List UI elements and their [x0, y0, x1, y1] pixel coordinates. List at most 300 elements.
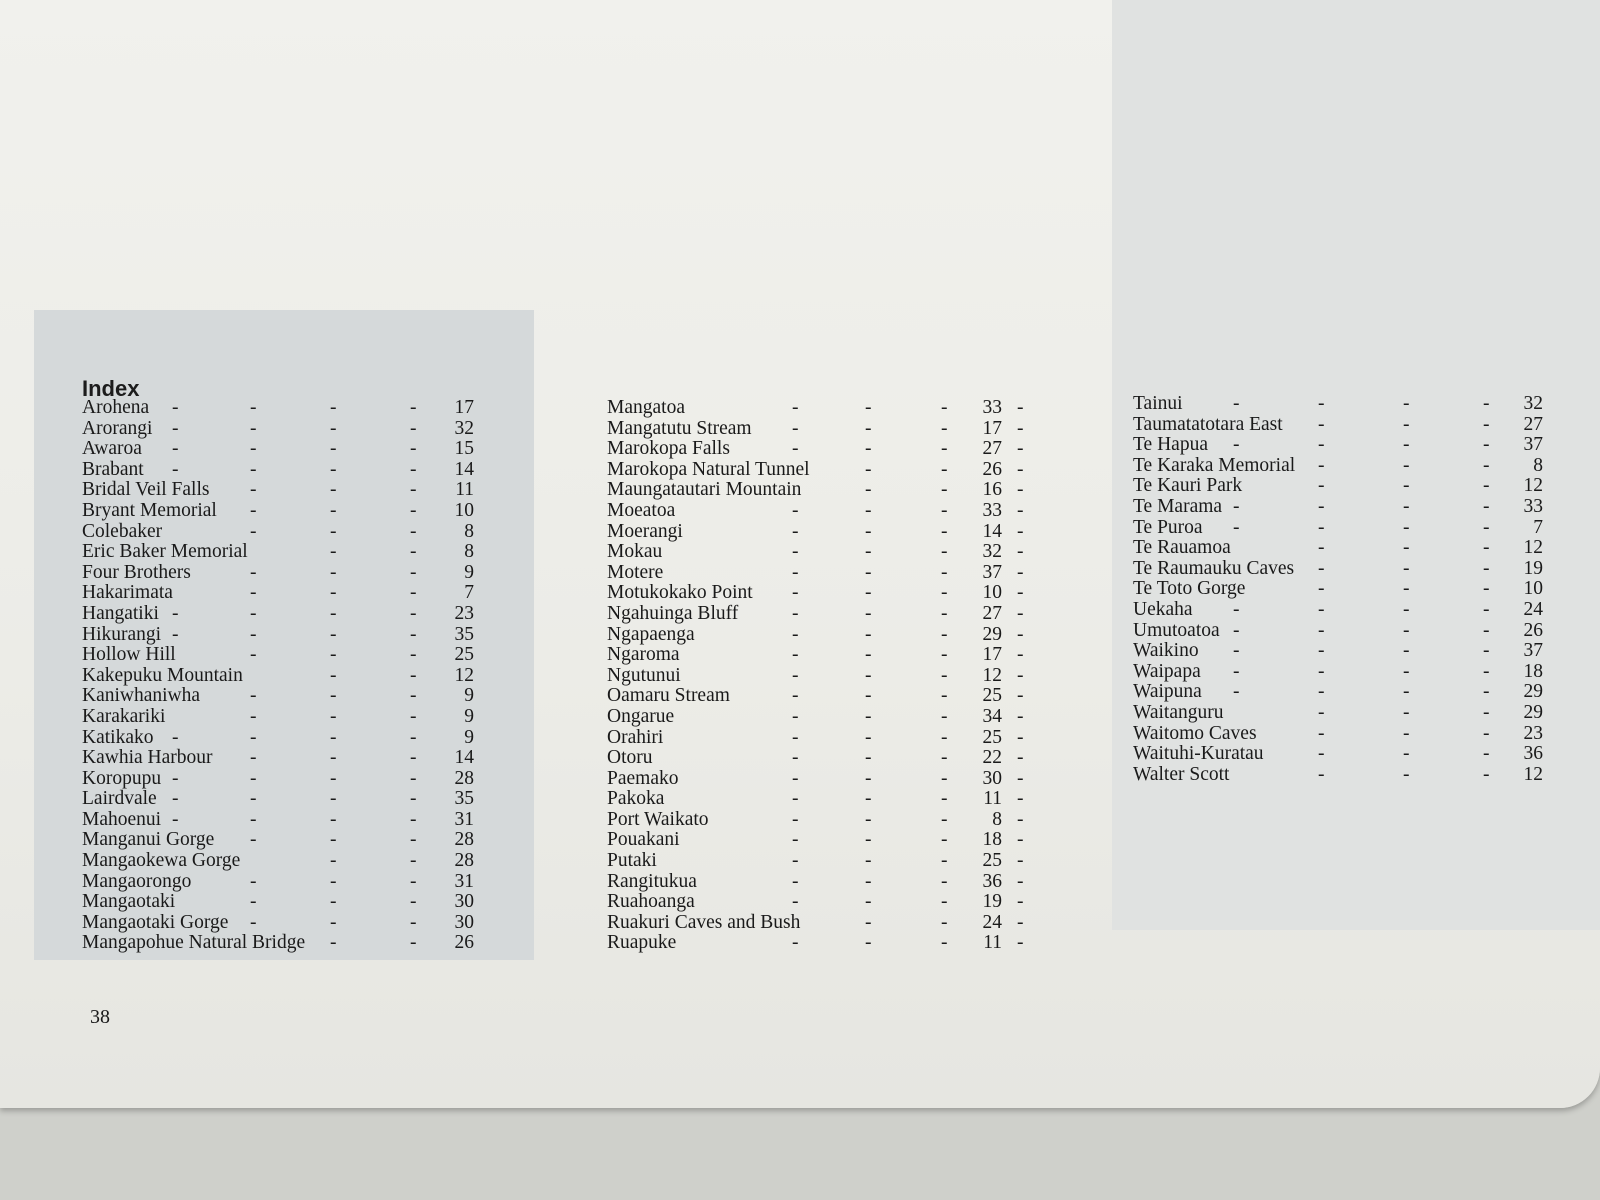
leader-dash: - [250, 808, 257, 830]
leader-dash: - [865, 911, 872, 933]
leader-dash: - [792, 520, 799, 542]
leader-dash: - [1483, 640, 1490, 662]
leader-dash: - [792, 747, 799, 769]
leader-dash: - [1403, 475, 1410, 497]
index-entry-name: Four Brothers [82, 561, 191, 583]
leader-dash: - [1017, 623, 1024, 645]
index-entry-page: 22 [982, 747, 1002, 769]
leader-dash: - [172, 726, 179, 748]
leader-dash: - [250, 623, 257, 645]
index-column-3 [1133, 394, 1553, 785]
index-entry [82, 666, 484, 687]
leader-dash: - [1017, 911, 1024, 933]
index-entry [82, 913, 484, 934]
leader-dash: - [250, 417, 257, 439]
index-entry [82, 872, 484, 893]
index-entry-page: 9 [464, 685, 474, 707]
index-entry-name: Pouakani [607, 829, 680, 851]
leader-dash: - [1318, 640, 1325, 662]
leader-dash: - [410, 438, 417, 460]
leader-dash: - [172, 767, 179, 789]
index-entry-name: Mangaokewa Gorge [82, 850, 241, 872]
leader-dash: - [1483, 516, 1490, 538]
index-entry-name: Moerangi [607, 520, 683, 542]
leader-dash: - [1017, 932, 1024, 954]
index-entry-page: 14 [454, 747, 474, 769]
leader-dash: - [250, 644, 257, 666]
index-entry-page: 30 [454, 911, 474, 933]
leader-dash: - [410, 850, 417, 872]
index-entry [1133, 682, 1553, 703]
leader-dash: - [941, 541, 948, 563]
index-entry-name: Karakariki [82, 705, 166, 727]
leader-dash: - [1318, 475, 1325, 497]
index-entry [1133, 518, 1553, 539]
leader-dash: - [1483, 763, 1490, 785]
index-entry [607, 602, 1024, 625]
index-entry-page: 7 [464, 582, 474, 604]
index-entry-name: Ngahuinga Bluff [607, 602, 739, 624]
index-entry [607, 705, 1024, 728]
leader-dash: - [410, 520, 417, 542]
leader-dash: - [250, 438, 257, 460]
index-entry [82, 810, 484, 831]
leader-dash: - [172, 788, 179, 810]
leader-dash: - [330, 705, 337, 727]
leader-dash: - [941, 397, 948, 418]
leader-dash: - [410, 911, 417, 933]
leader-dash: - [330, 726, 337, 748]
index-entry [607, 438, 1024, 460]
index-entry [82, 460, 484, 481]
leader-dash: - [330, 623, 337, 645]
leader-dash: - [330, 747, 337, 769]
leader-dash: - [1403, 722, 1410, 744]
index-entry-name: Rangitukua [607, 870, 697, 892]
index-entry [607, 726, 1024, 749]
index-entry-page: 29 [1523, 681, 1543, 703]
leader-dash: - [250, 520, 257, 542]
index-entry [607, 582, 1024, 604]
leader-dash: - [1233, 598, 1240, 620]
leader-dash: - [1318, 413, 1325, 435]
index-entry [82, 728, 484, 749]
leader-dash: - [330, 541, 337, 563]
leader-dash: - [410, 870, 417, 892]
index-entry-name: Waipapa [1133, 660, 1201, 682]
index-entry-name: Koropupu [82, 767, 162, 789]
index-entry-page: 19 [1523, 557, 1543, 579]
leader-dash: - [1318, 393, 1325, 414]
index-entry-page: 15 [454, 438, 474, 460]
leader-dash: - [330, 520, 337, 542]
leader-dash: - [330, 850, 337, 872]
leader-dash: - [250, 747, 257, 769]
index-entry-name: Ruapuke [607, 932, 677, 954]
leader-dash: - [250, 870, 257, 892]
leader-dash: - [941, 705, 948, 727]
leader-dash: - [330, 829, 337, 851]
leader-dash: - [865, 417, 872, 439]
leader-dash: - [330, 808, 337, 830]
leader-dash: - [1017, 747, 1024, 769]
index-entry [607, 891, 1024, 913]
index-entry [607, 850, 1024, 872]
index-entry [1133, 559, 1553, 580]
index-entry-page: 23 [1523, 722, 1543, 744]
leader-dash: - [1318, 557, 1325, 579]
index-entry-page: 27 [982, 602, 1002, 624]
index-entry-name: Ruakuri Caves and Bush [607, 911, 801, 933]
leader-dash: - [865, 499, 872, 521]
index-entry-page: 9 [464, 561, 474, 583]
leader-dash: - [1403, 454, 1410, 476]
index-entry-page: 14 [454, 458, 474, 480]
index-entry [82, 933, 484, 954]
index-entry-name: Port Waikato [607, 808, 709, 830]
leader-dash: - [1233, 434, 1240, 456]
leader-dash: - [1233, 640, 1240, 662]
leader-dash: - [1233, 660, 1240, 682]
leader-dash: - [1403, 413, 1410, 435]
index-entry [607, 788, 1024, 810]
index-entry-name: Kawhia Harbour [82, 747, 213, 769]
index-entry-name: Taumatatotara East [1133, 413, 1283, 435]
leader-dash: - [941, 644, 948, 666]
index-entry-name: Mangaorongo [82, 870, 192, 892]
index-entry-page: 31 [454, 870, 474, 892]
index-entry-name: Paemako [607, 767, 679, 789]
leader-dash: - [941, 829, 948, 851]
leader-dash: - [1233, 516, 1240, 538]
index-entry [1133, 394, 1553, 415]
leader-dash: - [410, 499, 417, 521]
leader-dash: - [1318, 701, 1325, 723]
leader-dash: - [1318, 722, 1325, 744]
leader-dash: - [330, 891, 337, 913]
leader-dash: - [941, 664, 948, 686]
leader-dash: - [1483, 578, 1490, 600]
index-entry [607, 417, 1024, 440]
leader-dash: - [250, 582, 257, 604]
index-entry [607, 808, 1024, 831]
leader-dash: - [865, 582, 872, 604]
leader-dash: - [1403, 640, 1410, 662]
index-entry-page: 11 [983, 788, 1002, 810]
index-entry-page: 29 [1523, 701, 1543, 723]
leader-dash: - [1403, 681, 1410, 703]
leader-dash: - [865, 438, 872, 460]
leader-dash: - [865, 891, 872, 913]
index-entry [82, 892, 484, 913]
index-entry-page: 24 [982, 911, 1002, 933]
leader-dash: - [330, 664, 337, 686]
leader-dash: - [865, 479, 872, 501]
index-entry-page: 25 [982, 685, 1002, 707]
index-entry [82, 439, 484, 460]
leader-dash: - [865, 808, 872, 830]
index-entry-name: Uekaha [1133, 598, 1193, 620]
leader-dash: - [792, 397, 799, 418]
index-entry [82, 789, 484, 810]
leader-dash: - [941, 685, 948, 707]
leader-dash: - [410, 623, 417, 645]
leader-dash: - [1318, 434, 1325, 456]
leader-dash: - [330, 870, 337, 892]
leader-dash: - [941, 788, 948, 810]
index-entry [1133, 765, 1553, 786]
leader-dash: - [172, 417, 179, 439]
index-entry [607, 499, 1024, 522]
leader-dash: - [250, 705, 257, 727]
index-entry-name: Waitomo Caves [1133, 722, 1257, 744]
leader-dash: - [792, 499, 799, 521]
index-entry-page: 12 [454, 664, 474, 686]
index-entry-name: Maungatautari Mountain [607, 479, 802, 501]
index-entry [82, 563, 484, 584]
index-entry-page: 8 [992, 808, 1002, 830]
index-entry [607, 932, 1024, 954]
index-entry-page: 12 [1523, 475, 1543, 497]
index-entry-page: 32 [1523, 393, 1543, 414]
leader-dash: - [172, 397, 179, 418]
leader-dash: - [1318, 763, 1325, 785]
leader-dash: - [1233, 681, 1240, 703]
leader-dash: - [330, 788, 337, 810]
leader-dash: - [410, 747, 417, 769]
leader-dash: - [410, 479, 417, 501]
leader-dash: - [1403, 598, 1410, 620]
index-entry-name: Katikako [82, 726, 154, 748]
index-entry-page: 8 [1533, 454, 1543, 476]
index-entry-name: Te Raumauku Caves [1133, 557, 1295, 579]
leader-dash: - [330, 438, 337, 460]
leader-dash: - [792, 767, 799, 789]
leader-dash: - [1318, 516, 1325, 538]
leader-dash: - [865, 685, 872, 707]
index-entry [1133, 724, 1553, 745]
leader-dash: - [250, 499, 257, 521]
index-entry-page: 25 [982, 850, 1002, 872]
leader-dash: - [250, 458, 257, 480]
index-entry [82, 501, 484, 522]
index-entry [82, 583, 484, 604]
index-entry-page: 17 [454, 397, 474, 418]
index-entry-name: Eric Baker Memorial [82, 541, 248, 563]
index-entry-name: Waikino [1133, 640, 1199, 662]
leader-dash: - [410, 561, 417, 583]
index-entry-page: 29 [982, 623, 1002, 645]
index-entry-name: Mangatoa [607, 397, 685, 418]
index-entry-name: Arorangi [82, 417, 153, 439]
index-entry-page: 28 [454, 829, 474, 851]
leader-dash: - [792, 808, 799, 830]
index-entry-name: Mahoenui [82, 808, 162, 830]
index-entry [1133, 703, 1553, 724]
index-entry-page: 11 [455, 479, 474, 501]
index-entry-page: 35 [454, 788, 474, 810]
index-entry [1133, 456, 1553, 477]
index-entry-page: 33 [982, 397, 1002, 418]
index-entry-name: Mangatutu Stream [607, 417, 752, 439]
index-entry-page: 26 [1523, 619, 1543, 641]
leader-dash: - [410, 397, 417, 418]
leader-dash: - [792, 891, 799, 913]
leader-dash: - [941, 850, 948, 872]
index-entry [82, 748, 484, 769]
index-entry-name: Putaki [607, 850, 657, 872]
index-entry [82, 769, 484, 790]
index-entry-name: Marokopa Natural Tunnel [607, 458, 810, 480]
index-entry-page: 30 [454, 891, 474, 913]
leader-dash: - [330, 458, 337, 480]
index-entry-page: 25 [454, 644, 474, 666]
leader-dash: - [410, 891, 417, 913]
leader-dash: - [250, 602, 257, 624]
leader-dash: - [1318, 454, 1325, 476]
index-entry [607, 541, 1024, 563]
leader-dash: - [792, 850, 799, 872]
index-entry-page: 28 [454, 850, 474, 872]
leader-dash: - [1017, 685, 1024, 707]
leader-dash: - [865, 623, 872, 645]
index-entry-page: 34 [982, 705, 1002, 727]
index-entry [1133, 435, 1553, 456]
leader-dash: - [941, 870, 948, 892]
index-entry [607, 664, 1024, 687]
index-entry-page: 7 [1533, 516, 1543, 538]
index-entry-page: 9 [464, 705, 474, 727]
leader-dash: - [330, 767, 337, 789]
index-entry-page: 18 [1523, 660, 1543, 682]
leader-dash: - [941, 726, 948, 748]
leader-dash: - [172, 602, 179, 624]
leader-dash: - [1017, 870, 1024, 892]
leader-dash: - [941, 582, 948, 604]
leader-dash: - [330, 499, 337, 521]
index-entry [82, 480, 484, 501]
leader-dash: - [941, 499, 948, 521]
leader-dash: - [1017, 499, 1024, 521]
leader-dash: - [941, 458, 948, 480]
leader-dash: - [410, 644, 417, 666]
index-entry-name: Te Kauri Park [1133, 475, 1243, 497]
index-entry [1133, 415, 1553, 436]
leader-dash: - [1017, 582, 1024, 604]
index-entry [1133, 579, 1553, 600]
leader-dash: - [1483, 681, 1490, 703]
index-entry [607, 767, 1024, 790]
leader-dash: - [1233, 619, 1240, 641]
leader-dash: - [941, 479, 948, 501]
leader-dash: - [1017, 726, 1024, 748]
index-entry-page: 23 [454, 602, 474, 624]
leader-dash: - [410, 417, 417, 439]
leader-dash: - [250, 561, 257, 583]
leader-dash: - [941, 623, 948, 645]
leader-dash: - [941, 808, 948, 830]
leader-dash: - [1483, 393, 1490, 414]
leader-dash: - [1318, 598, 1325, 620]
leader-dash: - [865, 644, 872, 666]
leader-dash: - [330, 644, 337, 666]
leader-dash: - [1483, 701, 1490, 723]
leader-dash: - [1017, 458, 1024, 480]
index-entry-name: Hikurangi [82, 623, 162, 645]
index-entry [1133, 476, 1553, 497]
leader-dash: - [1483, 557, 1490, 579]
index-entry [82, 645, 484, 666]
index-entry-page: 36 [982, 870, 1002, 892]
index-entry-name: Brabant [82, 458, 144, 480]
leader-dash: - [1318, 537, 1325, 559]
leader-dash: - [1017, 397, 1024, 418]
index-entry-name: Te Marama [1133, 495, 1223, 517]
index-entry [82, 830, 484, 851]
index-entry-page: 12 [1523, 763, 1543, 785]
leader-dash: - [941, 438, 948, 460]
leader-dash: - [410, 808, 417, 830]
index-entry [607, 747, 1024, 769]
leader-dash: - [250, 397, 257, 418]
index-entry [1133, 621, 1553, 642]
leader-dash: - [172, 623, 179, 645]
leader-dash: - [865, 602, 872, 624]
leader-dash: - [941, 520, 948, 542]
index-entry [82, 686, 484, 707]
index-entry [607, 561, 1024, 584]
leader-dash: - [410, 788, 417, 810]
index-entry-page: 24 [1523, 598, 1543, 620]
leader-dash: - [410, 582, 417, 604]
leader-dash: - [1017, 602, 1024, 624]
index-entry-page: 35 [454, 623, 474, 645]
leader-dash: - [792, 602, 799, 624]
leader-dash: - [250, 479, 257, 501]
index-column-1 [82, 398, 484, 954]
leader-dash: - [330, 582, 337, 604]
index-entry-page: 32 [454, 417, 474, 439]
index-entry-page: 37 [982, 561, 1002, 583]
index-entry-page: 10 [454, 499, 474, 521]
leader-dash: - [1017, 850, 1024, 872]
leader-dash: - [792, 582, 799, 604]
leader-dash: - [865, 747, 872, 769]
leader-dash: - [1483, 619, 1490, 641]
index-entry-name: Te Karaka Memorial [1133, 454, 1296, 476]
leader-dash: - [1403, 660, 1410, 682]
leader-dash: - [1483, 454, 1490, 476]
leader-dash: - [941, 911, 948, 933]
leader-dash: - [792, 685, 799, 707]
leader-dash: - [1318, 495, 1325, 517]
index-entry-page: 28 [454, 767, 474, 789]
index-entry-name: Ruahoanga [607, 891, 695, 913]
leader-dash: - [330, 479, 337, 501]
leader-dash: - [330, 932, 337, 954]
leader-dash: - [1403, 393, 1410, 414]
leader-dash: - [792, 561, 799, 583]
index-entry-page: 37 [1523, 434, 1543, 456]
leader-dash: - [1483, 598, 1490, 620]
leader-dash: - [941, 561, 948, 583]
index-entry-name: Waituhi-Kuratau [1133, 743, 1264, 765]
leader-dash: - [330, 911, 337, 933]
index-entry-page: 17 [982, 644, 1002, 666]
leader-dash: - [1483, 434, 1490, 456]
index-entry [607, 623, 1024, 646]
index-entry [1133, 744, 1553, 765]
